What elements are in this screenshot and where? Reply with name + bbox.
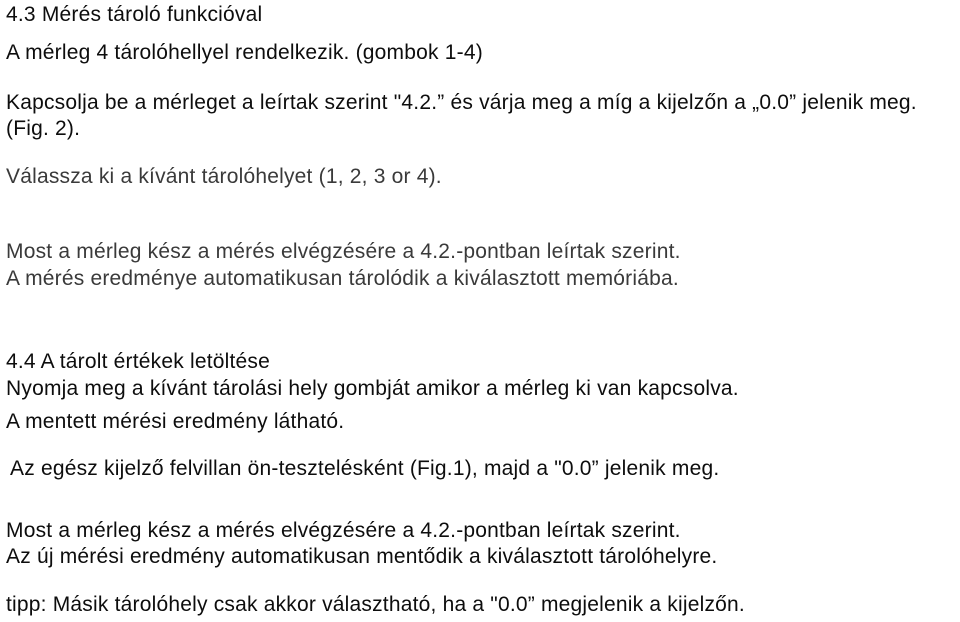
step-1-line-2: (Fig. 2). — [6, 117, 81, 140]
section-4-4-line-1: Nyomja meg a kívánt tárolási hely gombját amikor a mérleg ki van kapcsolva. — [6, 377, 739, 400]
section-4-4-heading: 4.4 A tárolt értékek letöltése — [6, 350, 270, 373]
section-4-4-line-3: Az egész kijelző felvillan ön-tesztelésként (Fig.1), majd a "0.0” jelenik meg. — [10, 457, 720, 480]
step-2: Válassza ki a kívánt tárolóhelyet (1, 2, 3 or 4). — [6, 165, 442, 188]
tip-text: tipp: Másik tárolóhely csak akkor választható, ha a "0.0” megjelenik a kijelzőn. — [6, 593, 745, 616]
section-4-4-line-5: Az új mérési eredmény automatikusan mentődik a kiválasztott tárolóhelyre. — [6, 545, 718, 568]
step-3-line-1: Most a mérleg kész a mérés elvégzésére a 4.2.-pontban leírtak szerint. — [6, 240, 681, 263]
step-1-line-1: Kapcsolja be a mérleget a leírtak szerint "4.2.” és várja meg a míg a kijelzőn a „0.0” jelenik meg. — [6, 91, 917, 114]
section-4-3-intro: A mérleg 4 tárolóhellyel rendelkezik. (gombok 1-4) — [6, 41, 483, 64]
section-4-4-line-4: Most a mérleg kész a mérés elvégzésére a 4.2.-pontban leírtak szerint. — [6, 519, 681, 542]
section-4-4-line-2: A mentett mérési eredmény látható. — [6, 410, 345, 433]
section-4-3-heading: 4.3 Mérés tároló funkcióval — [6, 3, 263, 26]
step-3-line-2: A mérés eredménye automatikusan tárolódik a kiválasztott memóriába. — [6, 267, 679, 290]
